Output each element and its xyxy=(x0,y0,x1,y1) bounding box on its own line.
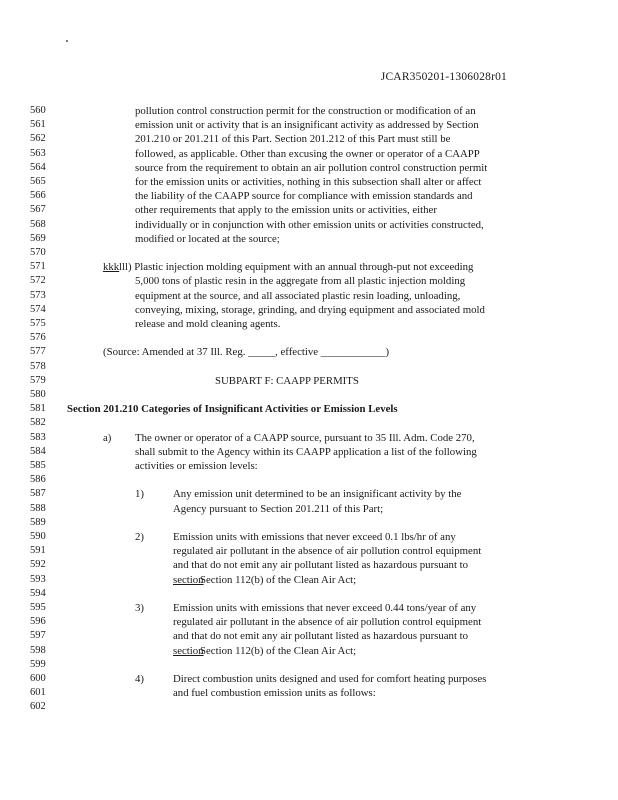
line-number: 593 xyxy=(30,573,46,585)
line-number: 573 xyxy=(30,289,46,301)
line-text: the liability of the CAAPP source for compliance with emission standards and xyxy=(135,190,473,203)
line-number: 582 xyxy=(30,417,46,429)
line-number: 598 xyxy=(30,644,46,656)
line-text: shall submit to the Agency within its CAAPP application a list of the following xyxy=(135,445,477,458)
line-number: 561 xyxy=(30,119,46,131)
line-text: Section 201.210 Categories of Insignificant Activities or Emission Levels xyxy=(67,403,398,416)
line-number: 600 xyxy=(30,673,46,684)
line-text: section xyxy=(173,573,204,586)
line-number: 578 xyxy=(30,360,46,372)
line-number: 567 xyxy=(30,204,46,216)
line-number: 577 xyxy=(30,346,46,358)
line-number: 597 xyxy=(30,630,46,642)
line-number: 575 xyxy=(30,318,46,329)
line-text: followed, as applicable. Other than excusing the owner or operator of a CAAPP xyxy=(135,147,480,160)
line-text: individually or in conjunction with other emission units or activities constructed, xyxy=(135,218,484,231)
line-number: 596 xyxy=(30,616,46,628)
line-text: Section 112(b) of the Clean Air Act; xyxy=(200,644,357,657)
line-number: 601 xyxy=(30,687,46,699)
line-number: 563 xyxy=(30,147,46,159)
line-number: 586 xyxy=(30,474,46,486)
line-text: Any emission unit determined to be an insignificant activity by the xyxy=(173,488,462,501)
line-text: other requirements that apply to the emission units or activities, either xyxy=(135,204,437,217)
line-text: and that do not emit any air pollutant listed as hazardous pursuant to xyxy=(173,630,469,643)
line-text: Agency pursuant to Section 201.211 of this Part; xyxy=(173,502,384,515)
line-text: (Source: Amended at 37 Ill. Reg. _____, effective ____________) xyxy=(103,346,390,359)
line-text: activities or emission levels: xyxy=(135,460,258,472)
line-text: Section 112(b) of the Clean Air Act; xyxy=(200,573,357,586)
line-text: modified or located at the source; xyxy=(135,232,280,245)
line-text: 3) xyxy=(135,602,144,614)
line-number: 595 xyxy=(30,602,46,613)
line-text: 1) xyxy=(135,488,144,501)
line-number: 594 xyxy=(30,587,46,599)
line-number: 564 xyxy=(30,161,46,173)
line-number: 568 xyxy=(30,218,46,230)
line-number: 602 xyxy=(30,701,46,713)
line-number: 581 xyxy=(30,403,46,415)
line-text: and fuel combustion emission units as follows: xyxy=(173,687,376,700)
line-number: 589 xyxy=(30,516,46,528)
line-number: 560 xyxy=(30,105,46,116)
line-text: release and mold cleaning agents. xyxy=(135,318,281,330)
line-number: 572 xyxy=(30,275,46,287)
line-text: The owner or operator of a CAAPP source, pursuant to 35 Ill. Adm. Code 270, xyxy=(135,431,475,444)
line-text: for the emission units or activities, nothing in this subsection shall alter or affect xyxy=(135,176,482,188)
line-text: a) xyxy=(103,431,112,444)
line-number: 571 xyxy=(30,261,46,273)
line-number: 591 xyxy=(30,545,46,557)
line-number: 570 xyxy=(30,247,46,258)
line-number: 584 xyxy=(30,445,46,457)
line-number: 562 xyxy=(30,133,46,145)
line-number: 588 xyxy=(30,502,46,514)
line-text: and that do not emit any air pollutant listed as hazardous pursuant to xyxy=(173,559,469,572)
line-number: 587 xyxy=(30,488,46,500)
line-text: Emission units with emissions that never exceed 0.44 tons/year of any xyxy=(173,602,477,614)
line-number: 576 xyxy=(30,332,46,344)
line-number: 579 xyxy=(30,374,46,386)
line-text: kkk xyxy=(103,261,120,274)
line-number: 585 xyxy=(30,460,46,471)
line-text: conveying, mixing, storage, grinding, and drying equipment and associated mold xyxy=(135,303,485,316)
document-id: JCAR350201-1306028r01 xyxy=(380,71,507,83)
line-number: 592 xyxy=(30,559,46,571)
line-text: SUBPART F: CAAPP PERMITS xyxy=(215,374,359,387)
line-text: pollution control construction permit for the construction or modification of an xyxy=(135,105,476,117)
line-number: 590 xyxy=(30,531,46,542)
line-number: 599 xyxy=(30,658,46,670)
line-number: 569 xyxy=(30,232,46,244)
line-text: equipment at the source, and all associated plastic resin loading, unloading, xyxy=(135,289,461,302)
line-text: Emission units with emissions that never exceed 0.1 lbs/hr of any xyxy=(173,531,456,543)
line-text: 5,000 tons of plastic resin in the aggregate from all plastic injection molding xyxy=(135,275,466,288)
line-text: source from the requirement to obtain an air pollution control construction permit xyxy=(135,161,488,174)
line-number: 565 xyxy=(30,176,46,187)
line-text: section xyxy=(173,644,204,657)
line-number: 574 xyxy=(30,303,46,315)
line-text: regulated air pollutant in the absence of air pollution control equipment xyxy=(173,545,482,558)
scan-speck xyxy=(66,40,68,42)
line-number: 583 xyxy=(30,431,46,443)
line-text: Direct combustion units designed and used for comfort heating purposes xyxy=(173,673,487,685)
line-text: 4) xyxy=(135,673,144,685)
line-number: 580 xyxy=(30,389,46,400)
line-text: emission unit or activity that is an insignificant activity as addressed by Section xyxy=(135,119,479,132)
line-text: lll) Plastic injection molding equipment with an annual through-put not exceeding xyxy=(119,261,474,274)
line-number: 566 xyxy=(30,190,46,202)
line-text: 201.210 or 201.211 of this Part. Section 201.212 of this Part must still be xyxy=(135,133,451,146)
line-text: regulated air pollutant in the absence of air pollution control equipment xyxy=(173,616,482,629)
line-text: 2) xyxy=(135,531,144,543)
